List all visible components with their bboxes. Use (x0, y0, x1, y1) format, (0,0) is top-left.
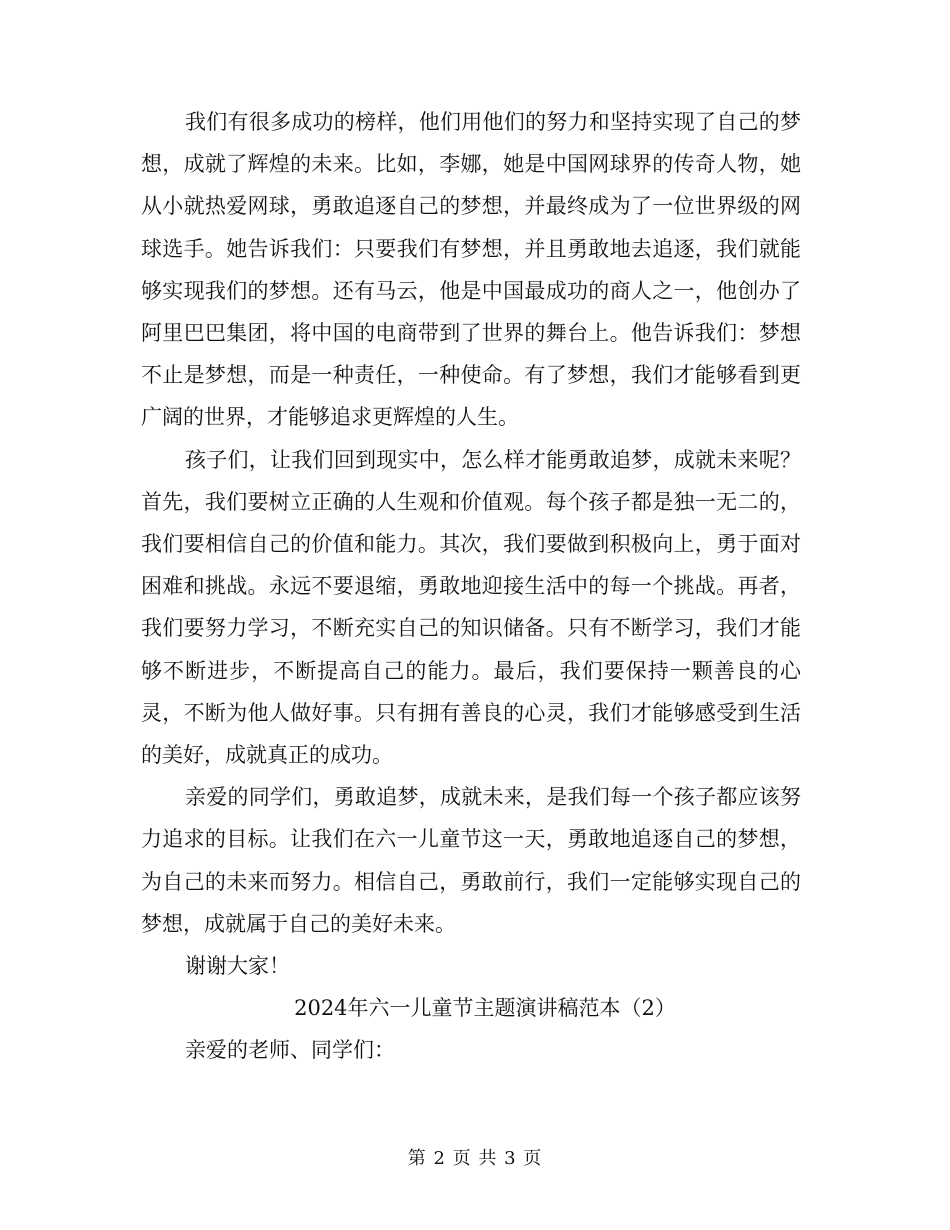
paragraph-role-models: 我们有很多成功的榜样，他们用他们的努力和坚持实现了自己的梦想，成就了辉煌的未来。比如，李娜，她是中国网球界的传奇人物，她从小就热爱网球，勇敢追逐自己的梦想，并最终成为了一位世界级的网球选手。她告诉我们：只要我们有梦想，并且勇敢地去追逐，我们就能够实现我们的梦想。还有马云，他是中国最成功的商人之一，他创办了阿里巴巴集团，将中国的电商带到了世界的舞台上。他告诉我们：梦想不止是梦想，而是一种责任，一种使命。有了梦想，我们才能够看到更广阔的世界，才能够追求更辉煌的人生。 (141, 110, 801, 430)
page-number-footer: 第 2 页 共 3 页 (407, 1148, 543, 1169)
document-body (141, 101, 801, 1072)
salutation: 亲爱的老师、同学们： (185, 1038, 395, 1063)
paragraph-thanks: 谢谢大家！ (185, 954, 290, 979)
paragraph-how-to-chase-dreams: 孩子们，让我们回到现实中，怎么样才能勇敢追梦，成就未来呢？首先，我们要树立正确的人生观和价值观。每个孩子都是独一无二的，我们要相信自己的价值和能力。其次，我们要做到积极向上，勇于面对困难和挑战。永远不要退缩，勇敢地迎接生活中的每一个挑战。再者，我们要努力学习，不断充实自己的知识储备。只有不断学习，我们才能够不断进步，不断提高自己的能力。最后，我们要保持一颗善良的心灵，不断为他人做好事。只有拥有善良的心灵，我们才能够感受到生活的美好，成就真正的成功。 (141, 447, 801, 768)
section-title: 2024年六一儿童节主题演讲稿范本（2） (294, 996, 676, 1021)
paragraph-conclusion: 亲爱的同学们，勇敢追梦，成就未来，是我们每一个孩子都应该努力追求的目标。让我们在六一儿童节这一天，勇敢地追逐自己的梦想，为自己的未来而努力。相信自己，勇敢前行，我们一定能够实现自己的梦想，成就属于自己的美好未来。 (141, 785, 801, 936)
